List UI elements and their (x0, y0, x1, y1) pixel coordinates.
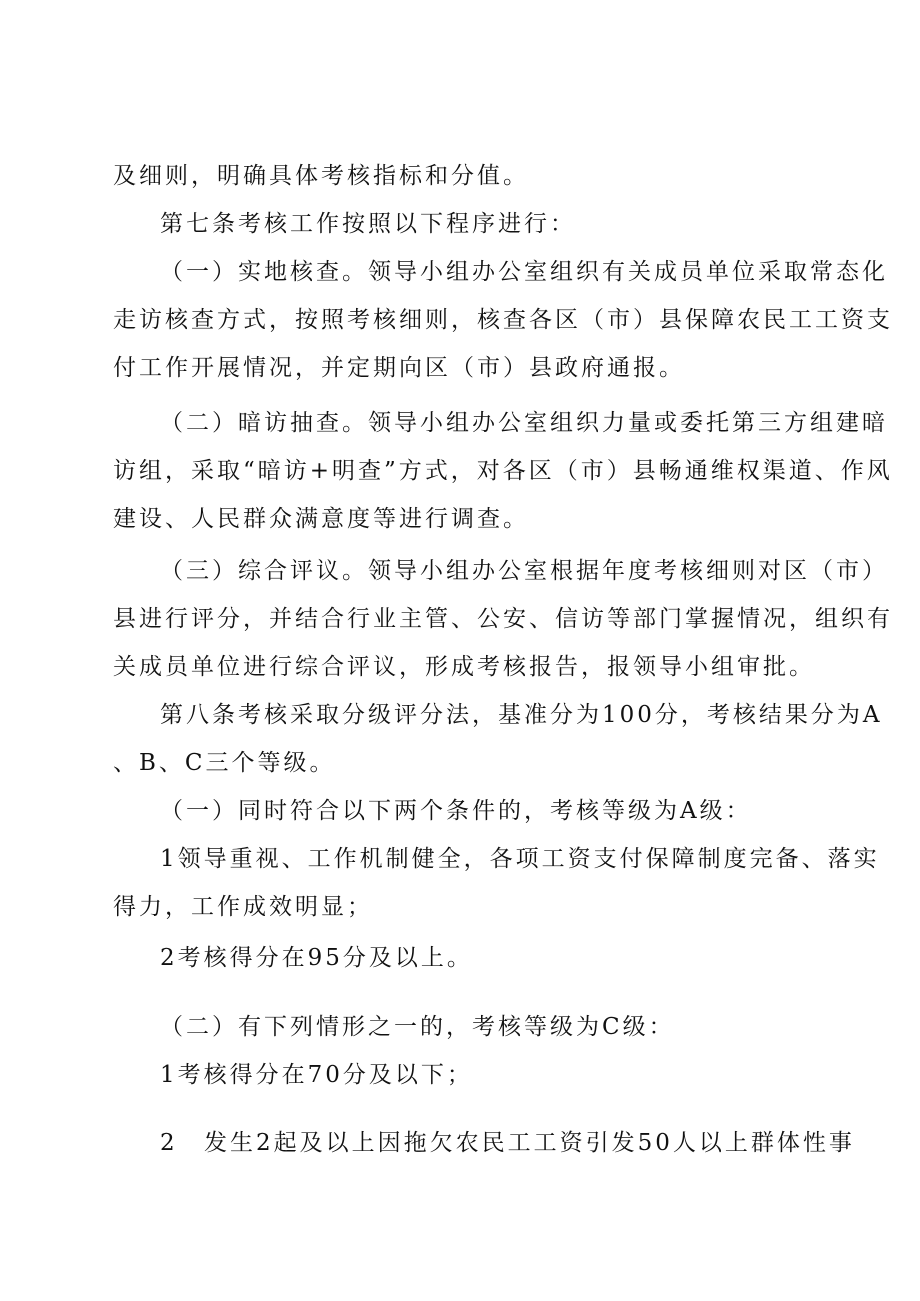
list-item-text: 发生2起及以上因拖欠农民工工资引发50人以上群体性事 (204, 1130, 855, 1156)
text-line: 及细则，明确具体考核指标和分值。 (113, 163, 529, 189)
text-line: 县进行评分，并结合行业主管、公安、信访等部门掌握情况，组织有 (113, 606, 893, 632)
article-heading: 第七条考核工作按照以下程序进行： (160, 211, 576, 237)
text-line: 关成员单位进行综合评议，形成考核报告，报领导小组审批。 (113, 654, 815, 680)
article-heading: 第八条考核采取分级评分法，基准分为100分，考核结果分为A (160, 702, 883, 728)
text-line: 付工作开展情况，并定期向区（市）县政府通报。 (113, 355, 685, 381)
text-line: （三）综合评议。领导小组办公室根据年度考核细则对区（市） (160, 558, 888, 584)
list-item-number: 2 (160, 1130, 175, 1156)
list-item: 1考核得分在70分及以下； (160, 1062, 473, 1088)
list-item: 1领导重视、工作机制健全，各项工资支付保障制度完备、落实 (160, 846, 880, 872)
text-line: （一）同时符合以下两个条件的，考核等级为A级： (160, 798, 752, 824)
text-line: 访组，采取“暗访+明查”方式，对各区（市）县畅通维权渠道、作风 (113, 458, 893, 484)
text-line: 走访核查方式，按照考核细则，核查各区（市）县保障农民工工资支 (113, 307, 893, 333)
text-line: 建设、人民群众满意度等进行调查。 (113, 506, 529, 532)
text-line: （一）实地核查。领导小组办公室组织有关成员单位采取常态化 (160, 259, 888, 285)
text-line: （二）有下列情形之一的，考核等级为C级： (160, 1014, 675, 1040)
list-item (160, 1128, 855, 1158)
list-item: 2考核得分在95分及以上。 (160, 945, 473, 971)
text-line: 得力，工作成效明显； (113, 894, 373, 920)
text-line: 、B、C三个等级。 (113, 750, 336, 776)
text-line: （二）暗访抽查。领导小组办公室组织力量或委托第三方组建暗 (160, 410, 888, 436)
